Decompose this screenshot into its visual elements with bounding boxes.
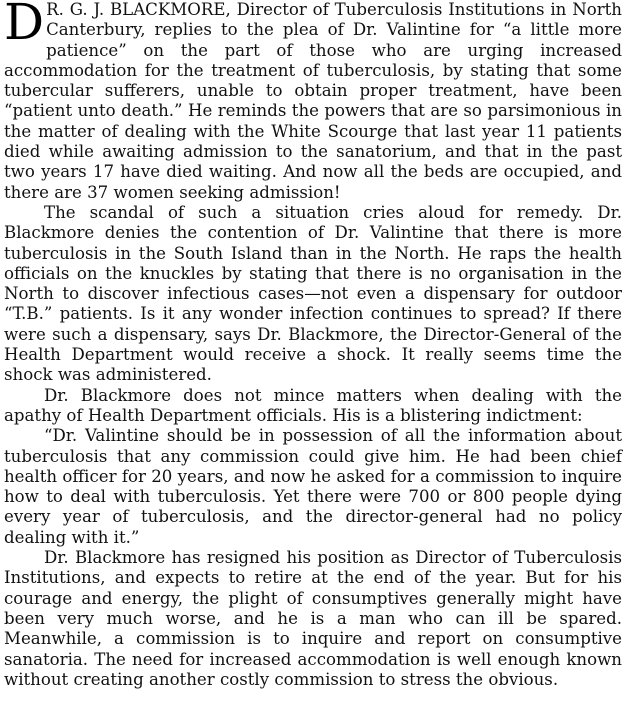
article-paragraph-5: Dr. Blackmore has resigned his position as Director of Tuberculosis Institutions, and expects to retire at the end of the year. But for his courage and energy, the plight of consumptives generally might have been very much worse, and he is a man who can ill be spared. Meanwhile, a commission is to inquire and report on consumptive sanatoria. The need for increased accommodation is well enough known without creating another costly commission to stress the obvious.	[4, 548, 622, 689]
article-paragraph-2: The scandal of such a situation cries aloud for remedy. Dr. Blackmore denies the contention of Dr. Valintine that there is more tuberculosis in the South Island than in the North. He raps the health officials on the knuckles by stating that there is no organisation in the North to discover infectious cases—not even a dispensary for outdoor “T.B.” patients. Is it any wonder infection continues to spread? If there were such a dispensary, says Dr. Blackmore, the Director-General of the Health Department would receive a shock. It really seems time the shock was administered.	[4, 202, 622, 385]
article-quote-paragraph: “Dr. Valintine should be in possession of all the information about tuberculosis that any commission could give him. He had been chief health officer for 20 years, and now he asked for a commission to inquire how to deal with tuberculosis. Yet there were 700 or 800 people dying every year of tuberculosis, and the director-general had no policy dealing with it.”	[4, 426, 622, 547]
drop-cap: D	[4, 0, 45, 51]
article-paragraph-1	[4, 0, 622, 203]
paragraph-1-text: R. G. J. BLACKMORE, Director of Tuberculosis Institutions in North Canterbury, replies to the plea of Dr. Valintine for “a little more patience” on the part of those who are urging increased accommodation for the treatment of tuberculosis, by stating that some tubercular sufferers, unable to obtain proper treatment, have been “patient unto death.” He reminds the powers that are so parsimonious in the matter of dealing with the White Scourge that last year 11 patients died while awaiting admission to the sanatorium, and that in the past two years 17 have died waiting. And now all the beds are occupied, and there are 37 women seeking admission!	[4, 0, 622, 202]
newspaper-article	[4, 0, 622, 690]
article-paragraph-3: Dr. Blackmore does not mince matters when dealing with the apathy of Health Department officials. His is a blistering indictment:	[4, 385, 622, 425]
